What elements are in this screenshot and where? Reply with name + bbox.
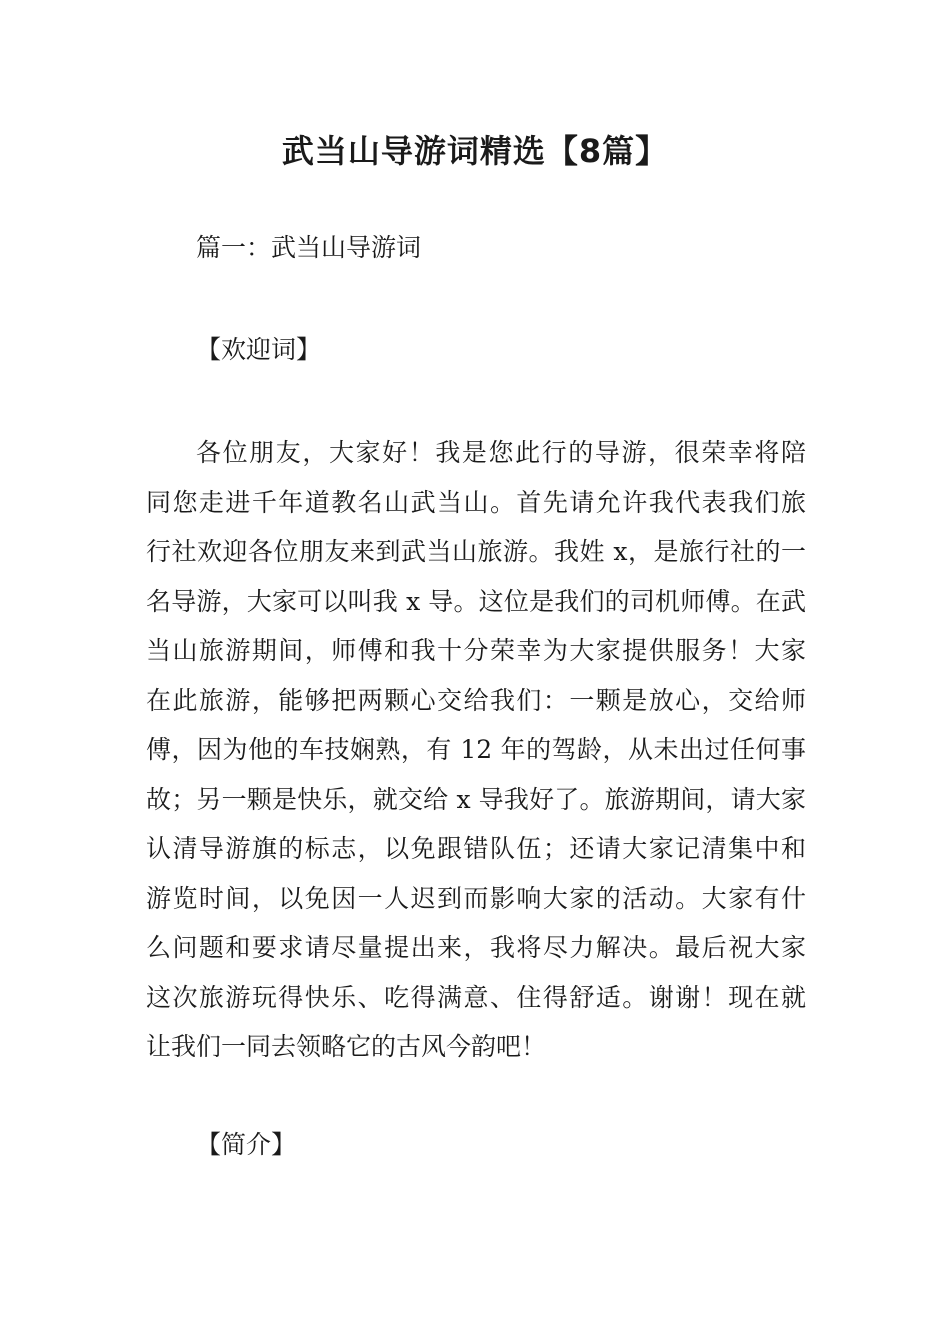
paragraph-line: 游览时间，以免因一人迟到而影响大家的活动。大家有什 [146,883,806,913]
paragraph-line: 么问题和要求请尽量提出来，我将尽力解决。最后祝大家 [146,933,806,962]
paragraph-line: 名导游，大家可以叫我 x 导。这位是我们的司机师傅。在武 [146,586,806,616]
paragraph-line: 同您走进千年道教名山武当山。首先请允许我代表我们旅 [146,487,806,517]
paragraph-line: 行社欢迎各位朋友来到武当山旅游。我姓 x，是旅行社的一 [146,537,806,566]
paragraph-line: 傅，因为他的车技娴熟，有 12 年的驾龄，从未出过任何事 [146,735,806,764]
paragraph-line: 这次旅游玩得快乐、吃得满意、住得舒适。谢谢！现在就 [146,982,806,1012]
paragraph-line: 认清导游旗的标志，以免跟错队伍；还请大家记清集中和 [146,834,806,863]
intro-heading: 【简介】 [196,1130,297,1159]
welcome-paragraph [146,428,806,1072]
paragraph-line: 各位朋友，大家好！我是您此行的导游，很荣幸将陪 [196,438,806,467]
welcome-heading: 【欢迎词】 [196,335,322,364]
part-heading: 篇一：武当山导游词 [196,233,422,262]
page-title: 武当山导游词精选【8篇】 [281,132,669,170]
paragraph-line: 让我们一同去领略它的古风今韵吧！ [146,1032,547,1061]
paragraph-line: 故；另一颗是快乐，就交给 x 导我好了。旅游期间，请大家 [146,784,806,814]
paragraph-line: 当山旅游期间，师傅和我十分荣幸为大家提供服务！大家 [146,636,806,665]
paragraph-line: 在此旅游，能够把两颗心交给我们：一颗是放心，交给师 [146,685,806,715]
